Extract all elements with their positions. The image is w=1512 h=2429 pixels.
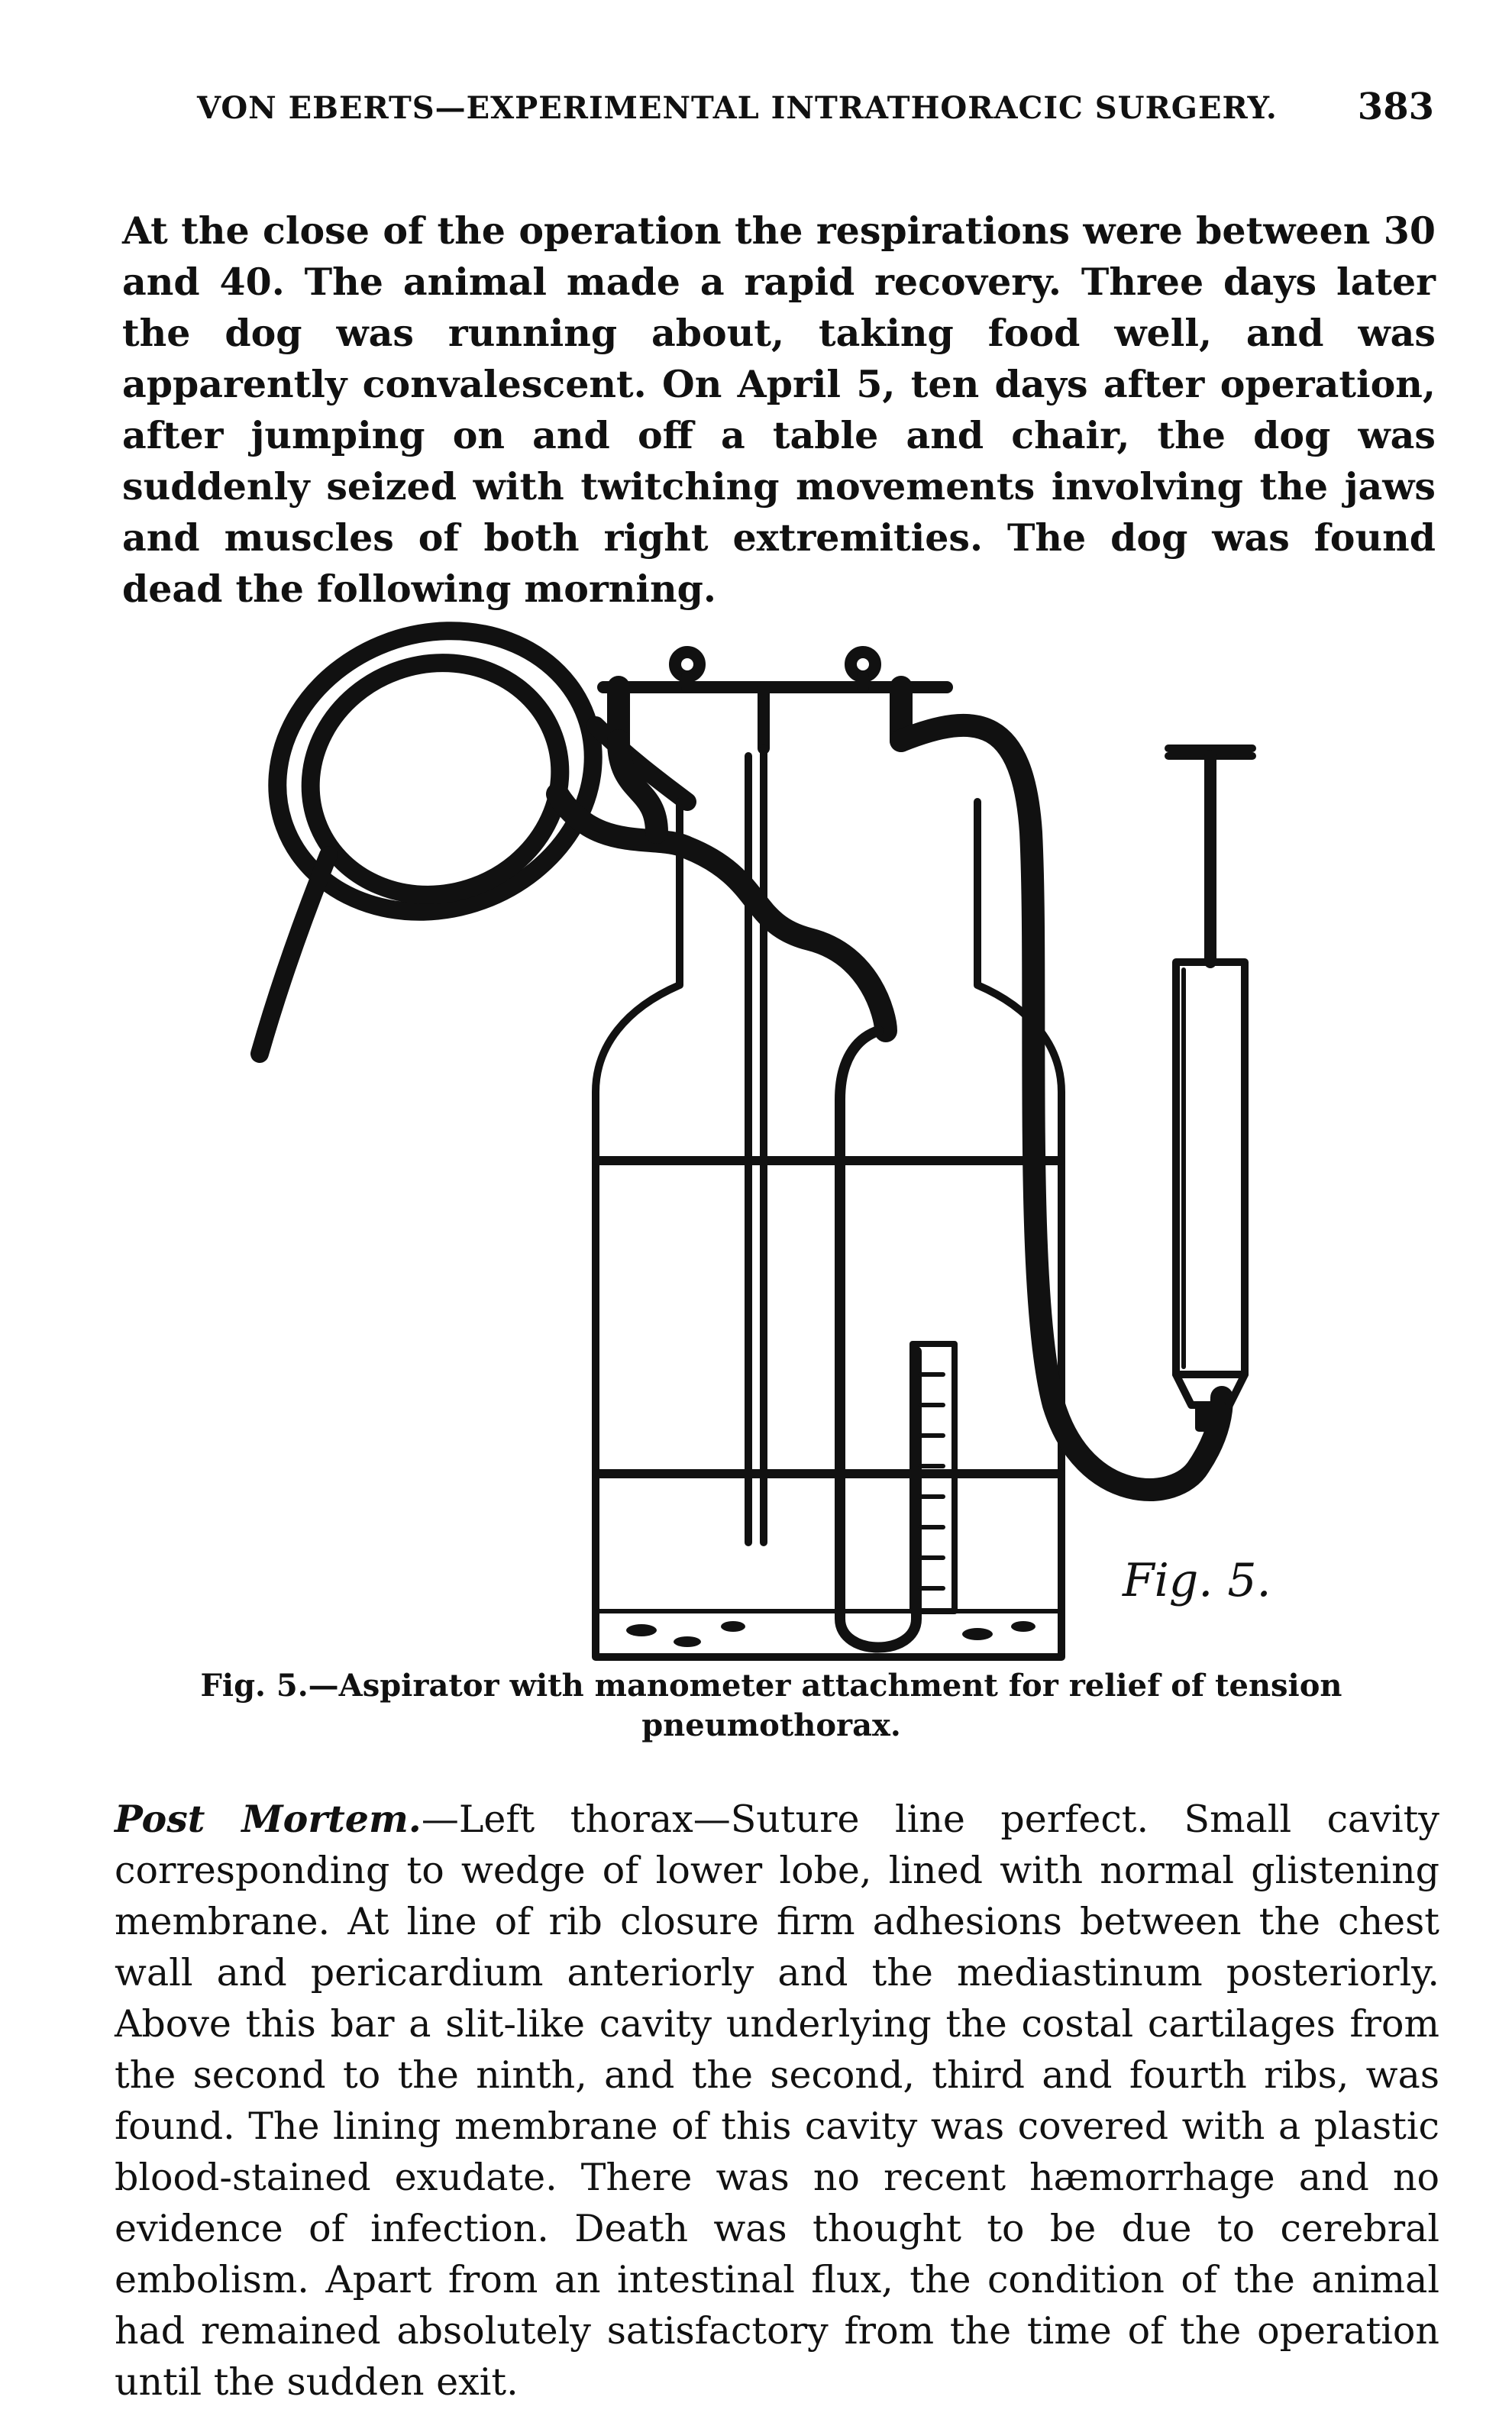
post-mortem-heading: Post Mortem.	[115, 1797, 422, 1841]
paragraph-case-report: At the close of the operation the respirations were between 30 and 40. The animal made a rapid recovery. Three days later the dog was running about, taking food well, and was apparently convalescent. On April 5, ten days after operation, after jumping on and off a table and chair, the dog was suddenly seized with twitching movements involving the jaws and muscles of both right extremities. The dog was found dead the following morning.	[122, 208, 1436, 611]
manometer	[840, 1031, 955, 1648]
bottle	[596, 802, 1061, 1657]
page-header	[121, 79, 1434, 141]
figure-caption: Fig. 5.—Aspirator with manometer attachment for relief of tension pneumothorax.	[200, 1668, 1342, 1743]
figure-label: Fig. 5.	[1123, 1554, 1271, 1607]
sediment	[626, 1621, 1035, 1647]
tube-to-bottle	[557, 794, 886, 1031]
syringe-pump	[1168, 748, 1252, 1428]
paragraph-post-mortem	[115, 1794, 1439, 2408]
aspirator-illustration	[229, 603, 1344, 1665]
figure-aspirator	[229, 603, 1344, 1665]
running-head: VON EBERTS—EXPERIMENTAL INTRATHORACIC SURGERY.	[197, 90, 1278, 126]
page-number: 383	[1357, 86, 1434, 128]
post-mortem-body: —Left thorax—Suture line perfect. Small cavity corresponding to wedge of lower lobe, lined with normal glistening membrane. At line of rib closure firm adhesions between the chest wall and pericardium anteriorly and the mediastinum posteriorly. Above this bar a slit-like cavity underlying the costal cartilages from the second to the ninth, and the second, third and fourth ribs, was found. The lining membrane of this cavity was covered with a plastic blood-stained exudate. There was no recent hæmorrhage and no evidence of infection. Death was thought to be due to cerebral embolism. Apart from an intestinal flux, the condition of the animal had remained absolutely satisfactory from the time of the operation until the sudden exit.	[115, 1798, 1439, 2404]
